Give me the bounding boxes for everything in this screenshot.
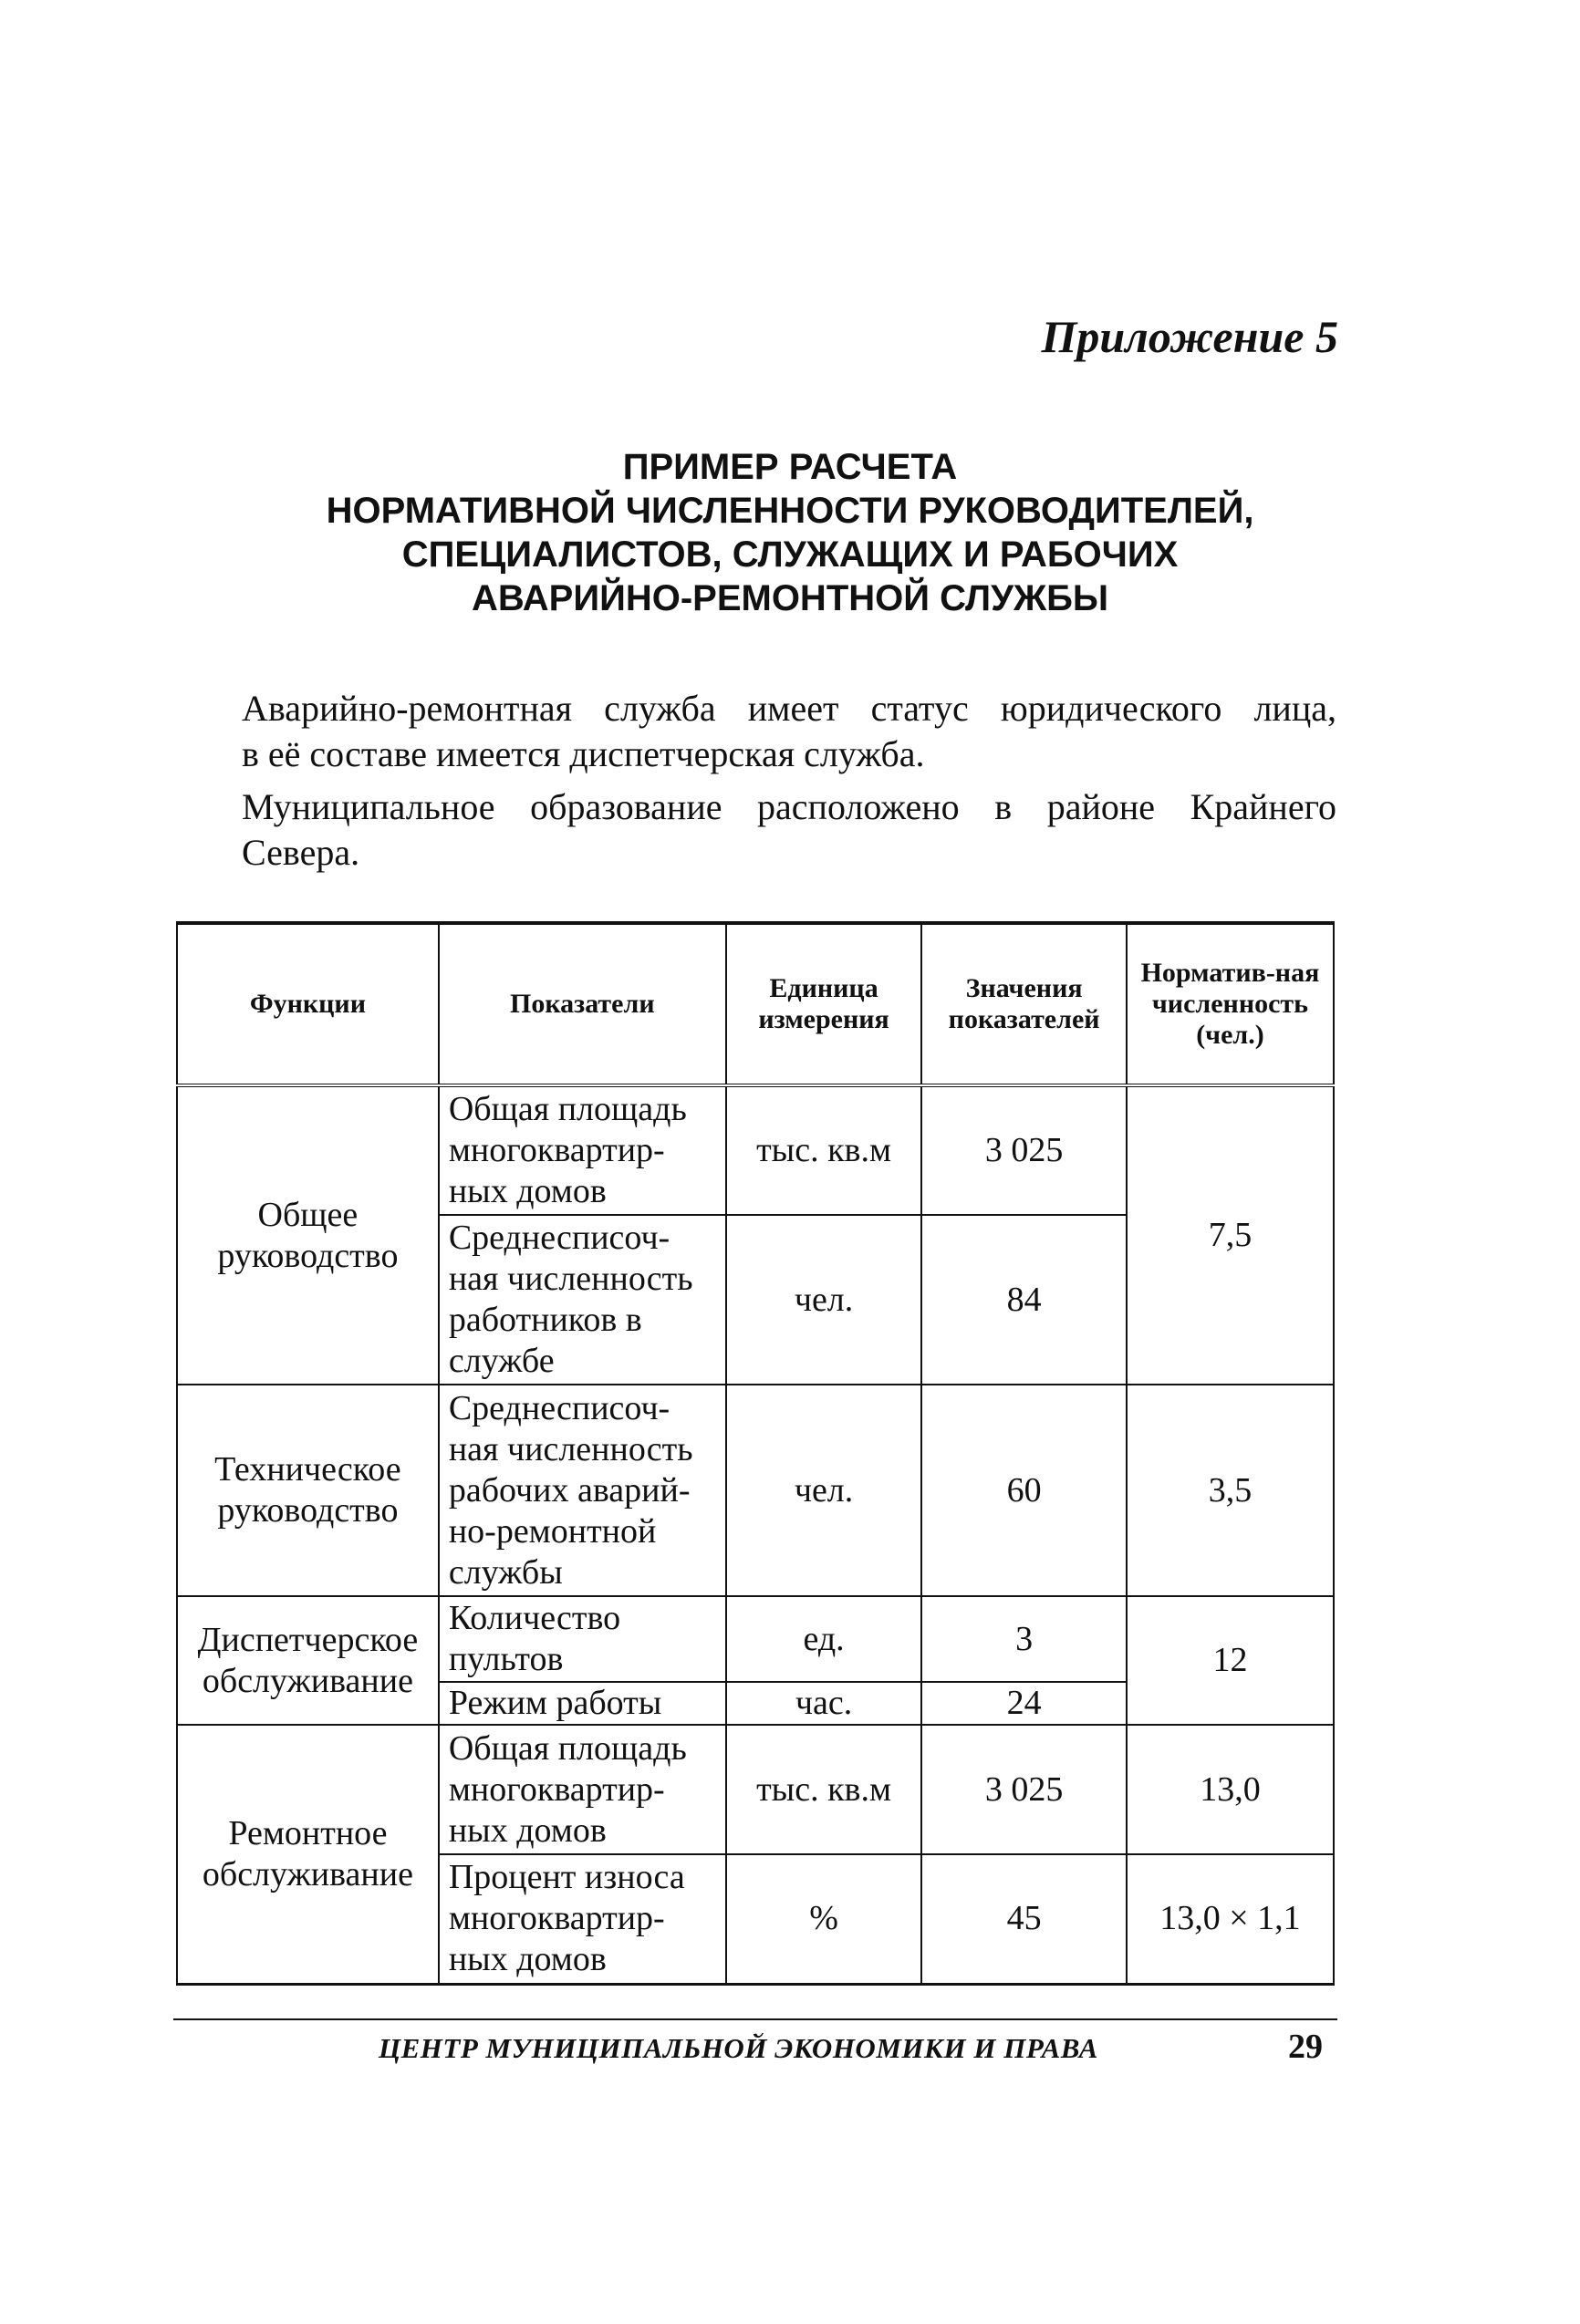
norm-cell: 12: [1127, 1596, 1334, 1725]
paragraph-location: [242, 784, 1336, 876]
paragraph-line: Аварийно-ремонтная служба имеет статус юридического лица,: [242, 688, 1336, 729]
header-functions: Функции: [177, 923, 439, 1085]
indicator-cell: Общая площадь многоквартир-ных домов: [439, 1725, 726, 1854]
value-cell: 45: [921, 1854, 1127, 1984]
indicator-cell: Среднесписоч-ная численность рабочих аварий-но-ремонтной службы: [439, 1385, 726, 1596]
value-cell: 84: [921, 1215, 1127, 1385]
norm-cell: 13,0: [1127, 1725, 1334, 1854]
unit-cell: час.: [726, 1682, 922, 1725]
value-cell: 24: [921, 1682, 1127, 1725]
title-line: СПЕЦИАЛИСТОВ, СЛУЖАЩИХ И РАБОЧИХ: [401, 534, 1179, 575]
table-row: [177, 1385, 1334, 1596]
title-line: АВАРИЙНО-РЕМОНТНОЙ СЛУЖБЫ: [471, 578, 1109, 618]
unit-cell: тыс. кв.м: [726, 1085, 922, 1215]
paragraph-legal-status: [242, 686, 1336, 777]
table-row: [177, 1596, 1334, 1682]
unit-cell: тыс. кв.м: [726, 1725, 922, 1854]
page-number: 29: [1288, 2028, 1323, 2066]
header-indicators: Показатели: [439, 923, 726, 1085]
document-title: [0, 445, 1580, 620]
indicator-cell: Среднесписоч-ная численность работников в службе: [439, 1215, 726, 1385]
norm-cell: 7,5: [1127, 1085, 1334, 1385]
value-cell: 3 025: [921, 1085, 1127, 1215]
norms-table: [176, 921, 1335, 1986]
title-line: ПРИМЕР РАСЧЕТА: [622, 447, 958, 487]
value-cell: 3: [921, 1596, 1127, 1682]
paragraph-line: Муниципальное образование расположено в районе Крайнего: [242, 786, 1336, 827]
indicator-cell: Режим работы: [439, 1682, 726, 1725]
indicator-cell: Общая площадь многоквартир-ных домов: [439, 1085, 726, 1215]
function-cell: Диспетчерское обслуживание: [177, 1596, 439, 1725]
indicator-cell: Процент износа многоквартир-ных домов: [439, 1854, 726, 1984]
value-cell: 60: [921, 1385, 1127, 1596]
norm-cell: 13,0 × 1,1: [1127, 1854, 1334, 1984]
function-cell: Общее руководство: [177, 1085, 439, 1385]
function-cell: Техническое руководство: [177, 1385, 439, 1596]
title-line: НОРМАТИВНОЙ ЧИСЛЕННОСТИ РУКОВОДИТЕЛЕЙ,: [326, 491, 1254, 531]
table-row: [177, 1725, 1334, 1854]
table-row: [177, 1085, 1334, 1215]
unit-cell: ед.: [726, 1596, 922, 1682]
indicator-cell: Количество пультов: [439, 1596, 726, 1682]
paragraph-line: Севера.: [242, 832, 360, 873]
header-values: Значения показателей: [921, 923, 1127, 1085]
header-norm: Норматив-ная численность (чел.): [1127, 923, 1334, 1085]
norm-cell: 3,5: [1127, 1385, 1334, 1596]
table-header-row: [177, 923, 1334, 1085]
unit-cell: чел.: [726, 1215, 922, 1385]
appendix-label: Приложение 5: [1041, 311, 1338, 362]
function-cell: Ремонтное обслуживание: [177, 1725, 439, 1984]
paragraph-line: в её составе имеется диспетчерская служба.: [242, 733, 925, 774]
footer-publisher: ЦЕНТР МУНИЦИПАЛЬНОЙ ЭКОНОМИКИ И ПРАВА: [379, 2032, 1098, 2064]
footer-divider: [173, 2018, 1337, 2020]
unit-cell: чел.: [726, 1385, 922, 1596]
unit-cell: %: [726, 1854, 922, 1984]
value-cell: 3 025: [921, 1725, 1127, 1854]
header-unit: Единица измерения: [726, 923, 922, 1085]
